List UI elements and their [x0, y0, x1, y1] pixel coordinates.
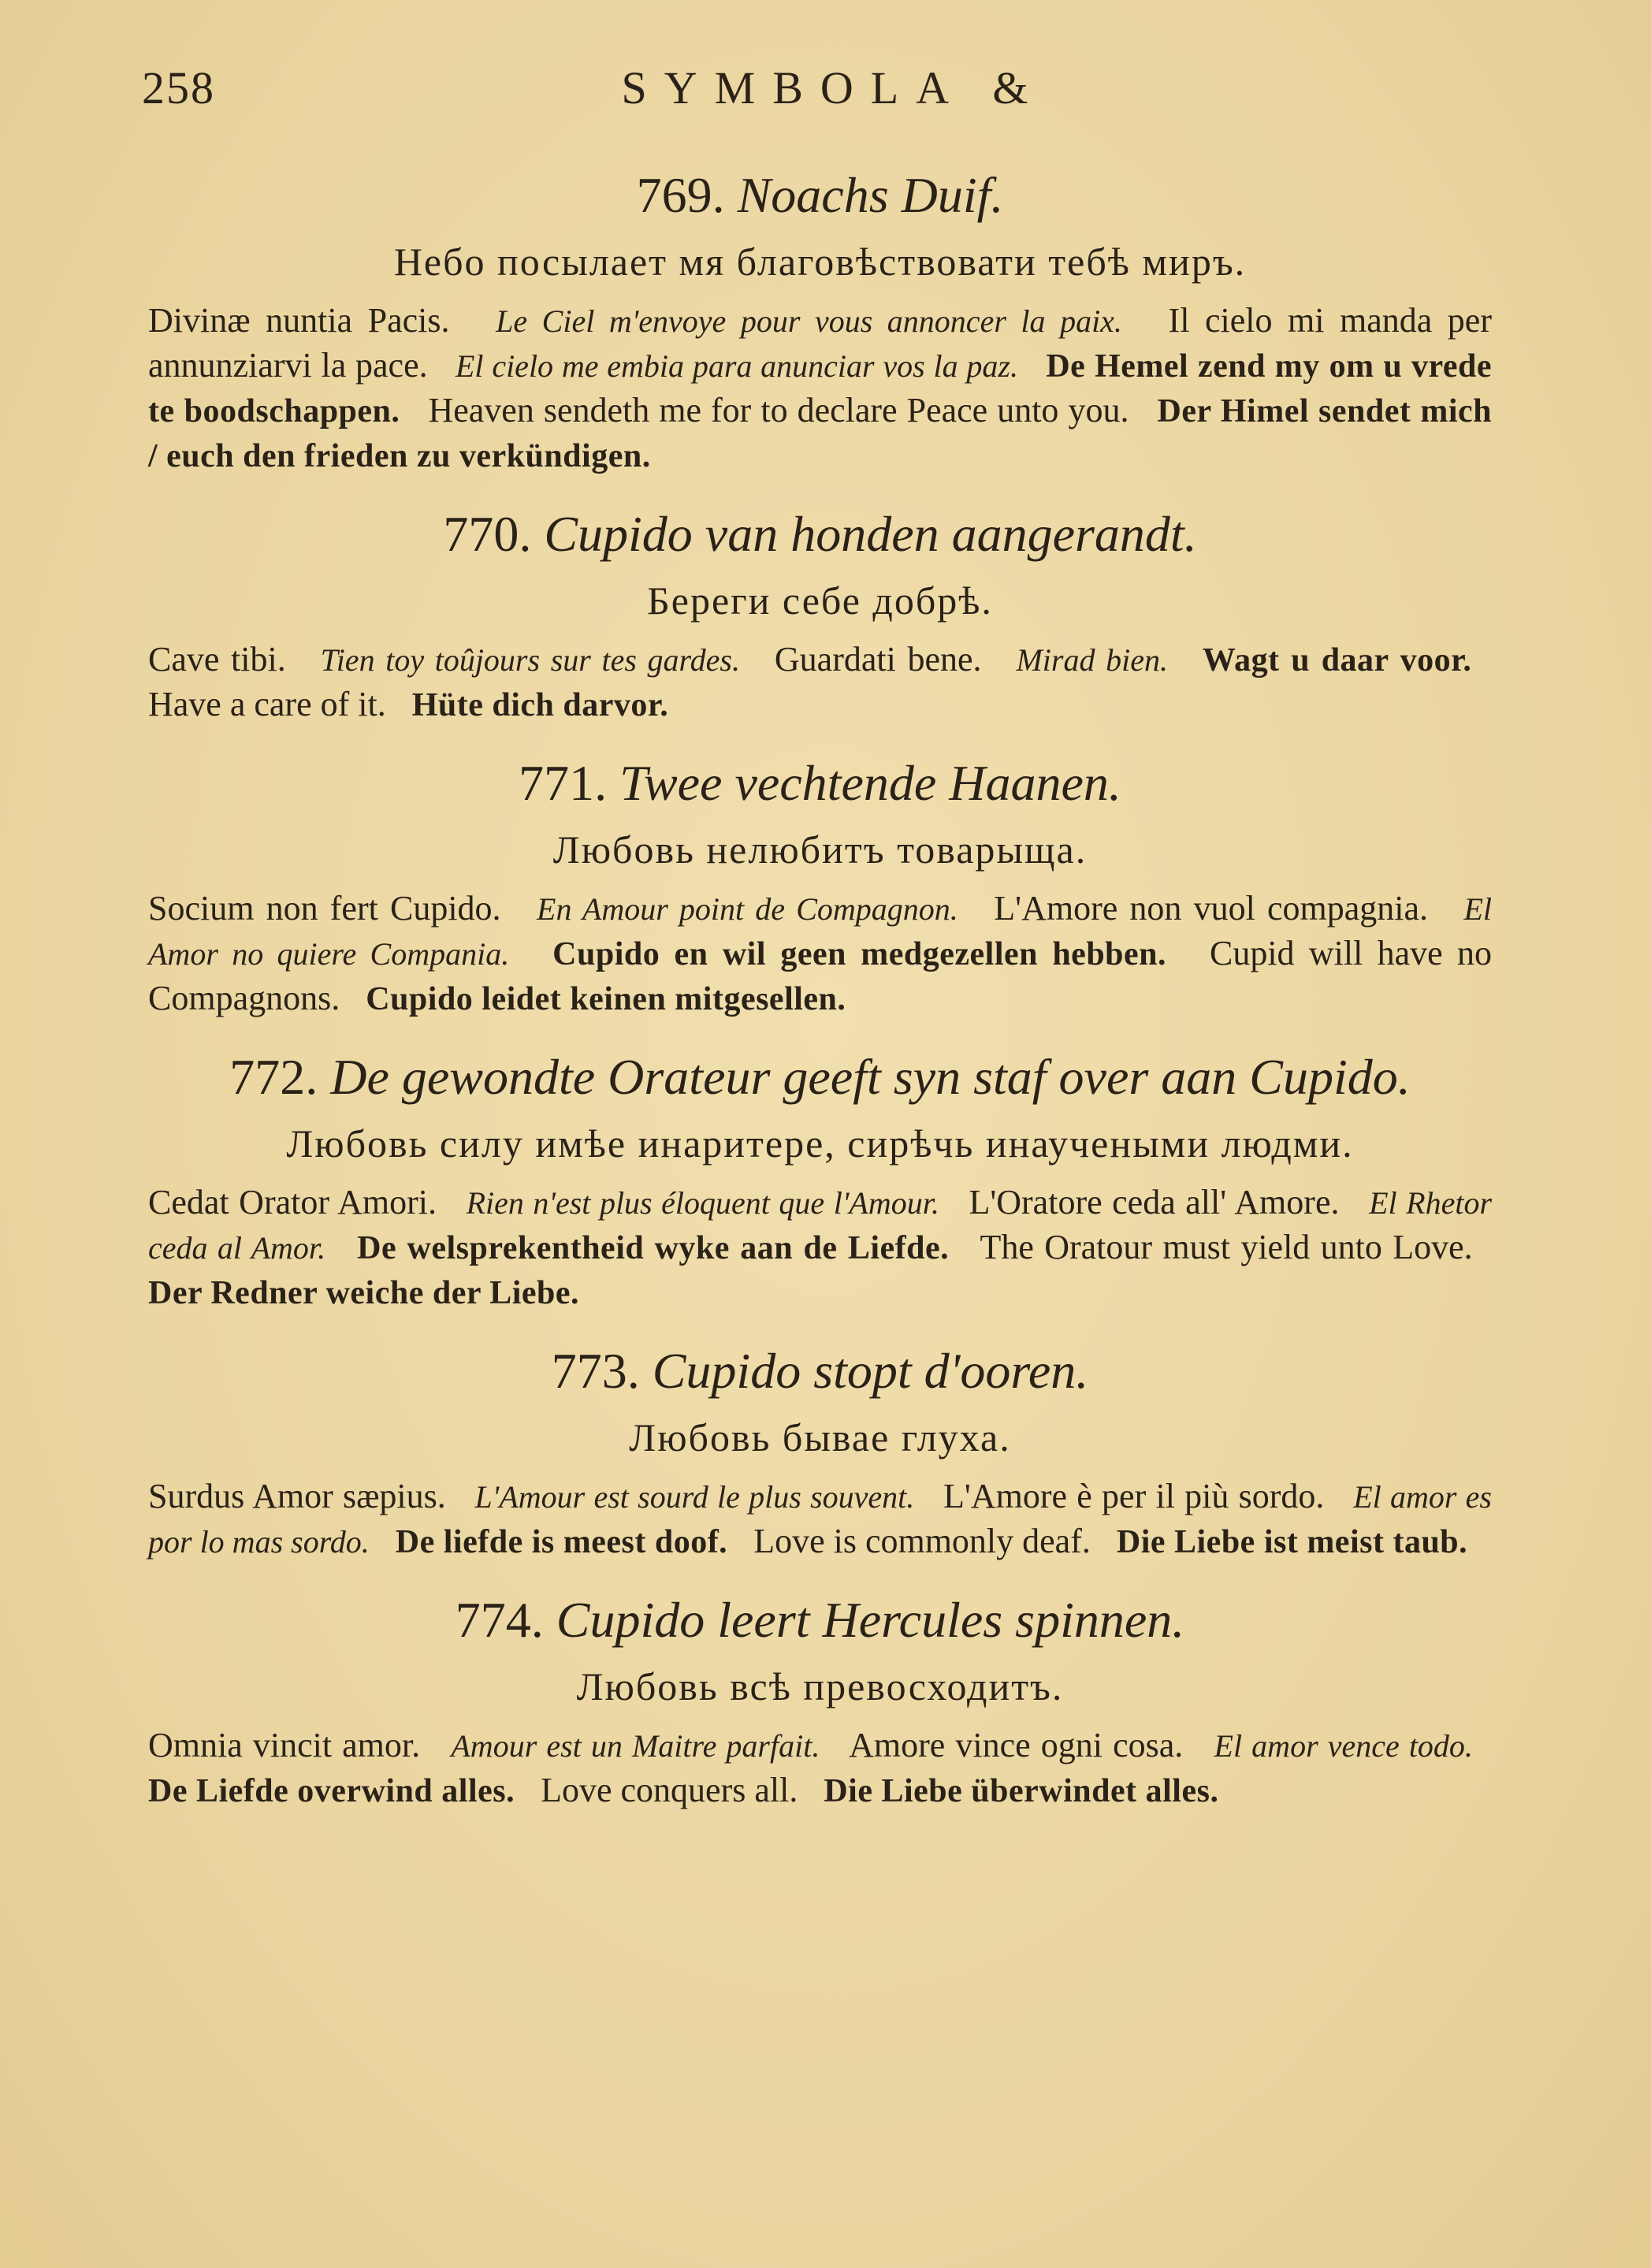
emblem-entry [148, 1337, 1492, 1564]
emblem-name: Twee vechtende Haanen. [619, 755, 1121, 811]
emblem-entry [148, 500, 1492, 727]
emblem-title [148, 1586, 1492, 1654]
spanish-motto: El Rhetor ceda al Amor. [148, 1185, 1493, 1266]
italian-motto: Guardati bene. [774, 640, 982, 679]
french-motto: Tien toy toûjours sur tes gardes. [320, 642, 740, 678]
page-number: 258 [142, 62, 215, 113]
spanish-motto: Mirad bien. [1016, 642, 1168, 678]
english-motto: Cupid will have no Compagnons. [148, 934, 1492, 1017]
emblem-name: Cupido stopt d'ooren. [652, 1343, 1089, 1399]
emblem-entry [148, 1586, 1492, 1813]
spanish-motto: El amor es por lo mas sordo. [148, 1479, 1493, 1560]
slavonic-motto: Любовь нелюбитъ товарыща. [552, 827, 1088, 872]
english-motto: Love is commonly deaf. [753, 1522, 1091, 1560]
italian-motto: Amore vince ogni cosa. [849, 1726, 1184, 1764]
english-motto: Heaven sendeth me for to declare Peace unto you. [428, 391, 1129, 429]
french-motto: Le Ciel m'envoye pour vous annoncer la paix. [496, 303, 1122, 339]
german-motto: Die Liebe überwindet alles. [824, 1773, 1219, 1809]
latin-motto: Omnia vincit amor. [148, 1726, 421, 1764]
emblem-title [148, 500, 1492, 568]
emblem-number: 769. [636, 167, 725, 223]
german-motto: Hüte dich darvor. [411, 687, 669, 723]
italian-motto: L'Amore non vuol compagnia. [994, 889, 1428, 928]
german-motto: Der Redner weiche der Liebe. [148, 1275, 580, 1311]
italian-motto: Il cielo mi manda per annunziarvi la pace. [148, 301, 1492, 385]
motto-paragraph [148, 1180, 1492, 1315]
english-motto: The Oratour must yield unto Love. [980, 1228, 1473, 1266]
emblem-number: 773. [551, 1343, 640, 1399]
emblem-title [148, 749, 1492, 817]
dutch-motto: De Hemel zend my om u vrede te boodschappen. [148, 348, 1493, 429]
latin-motto: Divinæ nuntia Pacis. [148, 301, 450, 340]
emblem-entry [148, 1043, 1492, 1315]
english-motto: Love conquers all. [541, 1771, 798, 1809]
dutch-motto: De liefde is meest doof. [395, 1524, 728, 1560]
italian-motto: L'Amore è per il più sordo. [943, 1477, 1325, 1515]
page-header [142, 61, 1525, 125]
dutch-motto: Wagt u daar voor. [1202, 642, 1472, 679]
emblem-number: 770. [443, 506, 532, 562]
french-motto: Rien n'est plus éloquent que l'Amour. [466, 1185, 939, 1221]
emblem-number: 774. [455, 1592, 544, 1648]
emblem-entry [148, 749, 1492, 1021]
emblem-name: De gewondte Orateur geeft syn staf over aan Cupido. [330, 1049, 1411, 1105]
running-title: SYMBOLA & [621, 62, 1046, 113]
spanish-motto: El Amor no quiere Compania. [148, 891, 1492, 972]
latin-motto: Surdus Amor sæpius. [148, 1477, 446, 1515]
spanish-motto: El cielo me embia para anunciar vos la paz. [455, 348, 1018, 384]
slavonic-motto: Любовь силу имѣе инаритере, сирѣчь инаучеными людми. [286, 1121, 1354, 1166]
dutch-motto: Cupido en wil geen medgezellen hebben. [552, 936, 1167, 972]
emblem-name: Cupido leert Hercules spinnen. [556, 1592, 1185, 1648]
slavonic-motto: Любовь бывае глуха. [629, 1415, 1011, 1459]
emblem-title [148, 1337, 1492, 1405]
motto-paragraph [148, 638, 1492, 727]
latin-motto: Cedat Orator Amori. [148, 1183, 437, 1221]
motto-paragraph [148, 299, 1492, 478]
emblem-name: Noachs Duif. [737, 167, 1004, 223]
emblem-list [148, 162, 1492, 1835]
german-motto: Cupido leidet keinen mitgesellen. [366, 981, 846, 1017]
dutch-motto: De Liefde overwind alles. [148, 1773, 515, 1809]
emblem-number: 772. [229, 1049, 318, 1105]
motto-paragraph [148, 1474, 1492, 1564]
french-motto: Amour est un Maitre parfait. [451, 1728, 820, 1764]
english-motto: Have a care of it. [148, 685, 386, 723]
emblem-title [148, 1043, 1492, 1111]
emblem-name: Cupido van honden aangerandt. [544, 506, 1197, 562]
french-motto: L'Amour est sourd le plus souvent. [474, 1479, 915, 1515]
motto-paragraph [148, 1723, 1492, 1813]
emblem-title [148, 162, 1492, 229]
latin-motto: Cave tibi. [148, 640, 286, 679]
latin-motto: Socium non fert Cupido. [148, 889, 501, 928]
slavonic-motto: Береги себе добрѣ. [647, 578, 993, 623]
slavonic-motto: Любовь всѣ превосходитъ. [576, 1664, 1064, 1708]
german-motto: Der Himel sendet mich / euch den frieden zu verkündigen. [148, 393, 1493, 474]
motto-paragraph [148, 887, 1492, 1021]
emblem-entry [148, 162, 1492, 478]
french-motto: En Amour point de Compagnon. [537, 891, 958, 927]
german-motto: Die Liebe ist meist taub. [1116, 1524, 1468, 1560]
dutch-motto: De welsprekentheid wyke aan de Liefde. [357, 1230, 950, 1266]
slavonic-motto: Небо посылает мя благовѣствовати тебѣ миръ. [393, 240, 1247, 284]
emblem-number: 771. [519, 755, 608, 811]
italian-motto: L'Oratore ceda all' Amore. [969, 1183, 1340, 1221]
spanish-motto: El amor vence todo. [1214, 1728, 1473, 1764]
